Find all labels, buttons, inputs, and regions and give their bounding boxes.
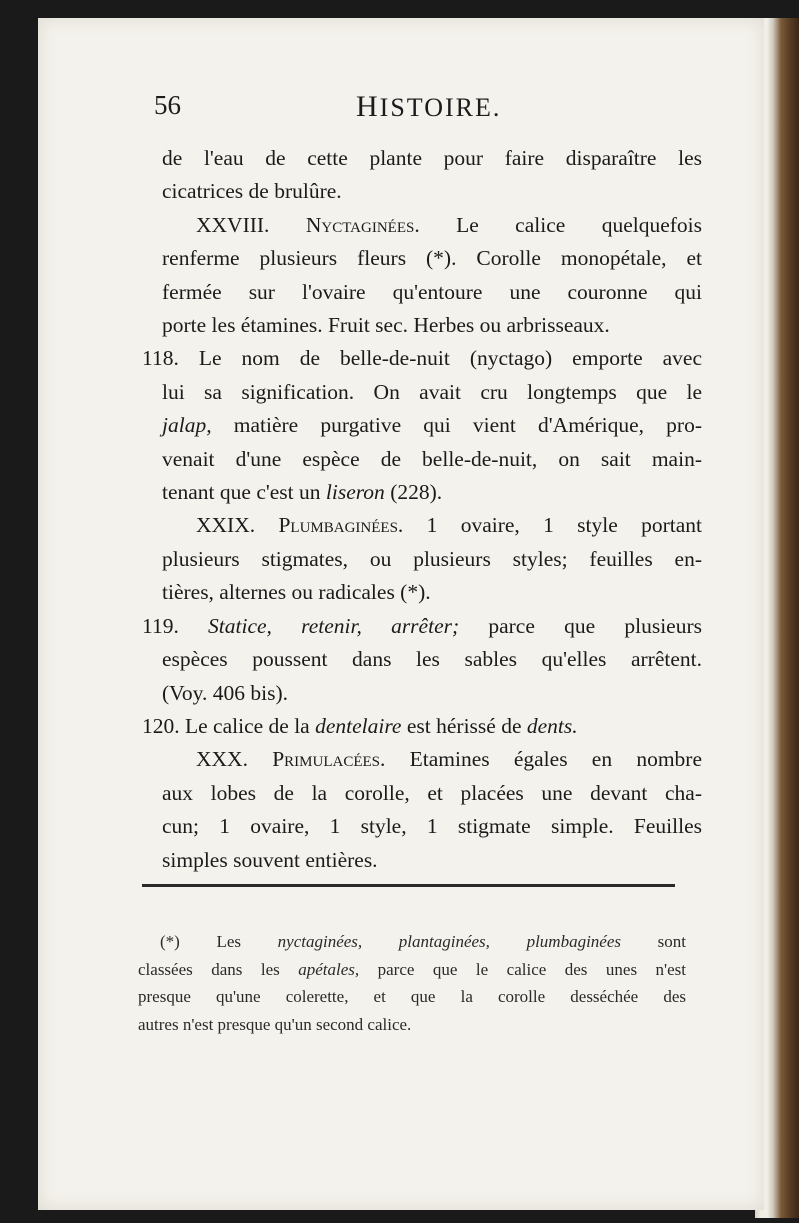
line-text: classées dans les xyxy=(138,959,299,979)
section-heading-xxix xyxy=(162,509,702,542)
line-text: matière purgative qui vient d'Amérique, pro- xyxy=(211,413,702,438)
note-number: 119. xyxy=(142,613,209,638)
line-text: fermée sur l'ovaire qu'entoure une couronne qui xyxy=(162,279,702,304)
line-text: Etamines égales en nombre xyxy=(385,747,702,772)
section-heading-xxviii xyxy=(162,209,702,242)
line-text: 120. Le calice de la xyxy=(142,713,316,738)
text-line xyxy=(162,777,702,810)
line-text: (Voy. 406 bis). xyxy=(162,680,289,705)
text-line xyxy=(162,142,702,175)
text-line xyxy=(162,309,702,342)
footnote-rule xyxy=(142,884,675,887)
footnote-line xyxy=(138,1011,686,1039)
text-line xyxy=(162,376,702,409)
note-118 xyxy=(142,342,702,375)
page-number: 56 xyxy=(154,90,181,120)
page-header xyxy=(38,90,764,130)
text-line xyxy=(162,276,702,309)
line-text: renferme plusieurs fleurs (*). Corolle monopétale, et xyxy=(162,246,702,271)
italic-term: liseron xyxy=(325,480,385,505)
book-page xyxy=(38,18,764,1210)
line-text: lui sa signification. On avait cru longtemps que le xyxy=(162,379,702,404)
line-text: presque qu'une colerette, et que la corolle desséchée des xyxy=(138,987,686,1006)
note-120 xyxy=(142,710,702,743)
footnote-line xyxy=(138,928,686,956)
running-title-rest: ISTOIRE. xyxy=(379,93,502,122)
section-heading-xxx xyxy=(162,743,702,776)
text-line xyxy=(162,409,702,442)
footnote-line xyxy=(138,983,686,1011)
line-text: 1 ovaire, 1 style portant xyxy=(403,513,702,538)
line-text: Le calice quelquefois xyxy=(419,212,703,237)
line-text: cun; 1 ovaire, 1 style, 1 stigmate simple. Feuilles xyxy=(162,814,702,839)
line-text: aux lobes de la corolle, et placées une devant cha- xyxy=(162,780,702,805)
text-line xyxy=(162,476,702,509)
footnote xyxy=(138,928,686,1038)
text-line xyxy=(162,810,702,843)
line-text: parce que le calice des unes n'est xyxy=(359,959,686,979)
text-line xyxy=(162,443,702,476)
line-text: 118. Le nom de belle-de-nuit (nyctago) emporte avec xyxy=(142,346,702,371)
section-name: Plumbaginées. xyxy=(278,513,404,538)
running-title-initial: H xyxy=(356,90,380,123)
text-line xyxy=(162,242,702,275)
section-number: XXVIII. xyxy=(196,212,270,237)
italic-term: jalap, xyxy=(162,413,212,438)
line-text: porte les étamines. Fruit sec. Herbes ou arbrisseaux. xyxy=(162,313,610,338)
line-text: plusieurs stigmates, ou plusieurs styles; feuilles en- xyxy=(162,546,702,571)
text-line xyxy=(162,543,702,576)
line-text: autres n'est presque qu'un second calice. xyxy=(138,1014,412,1034)
line-text: espèces poussent dans les sables qu'elles arrêtent. xyxy=(162,647,702,672)
line-text: cicatrices de brulûre. xyxy=(162,179,342,204)
italic-term: apétales, xyxy=(298,959,360,979)
section-number: XXX. xyxy=(196,747,248,772)
italic-term: nyctaginées, plantaginées, plumbaginées xyxy=(277,932,621,951)
line-text: (228). xyxy=(384,480,443,505)
line-text: tières, alternes ou radicales (*). xyxy=(162,580,431,605)
footnote-line xyxy=(138,956,686,984)
text-line xyxy=(162,844,702,877)
section-name: Nyctaginées. xyxy=(305,212,420,237)
italic-term: dentelaire xyxy=(315,713,402,738)
note-119 xyxy=(142,610,702,643)
body-text xyxy=(142,142,703,877)
line-text: est hérissé de xyxy=(401,713,527,738)
line-text: venait d'une espèce de belle-de-nuit, on sait main- xyxy=(162,446,702,471)
text-line xyxy=(162,576,702,609)
text-line xyxy=(162,175,702,208)
text-line xyxy=(162,643,702,676)
line-text: (*) Les xyxy=(160,932,278,951)
line-text: parce que plusieurs xyxy=(459,613,702,638)
line-text: de l'eau de cette plante pour faire disparaître les xyxy=(162,146,702,170)
italic-term: dents. xyxy=(526,713,578,738)
section-number: XXIX. xyxy=(196,513,256,538)
text-line xyxy=(162,677,702,710)
section-name: Primulacées. xyxy=(272,747,386,772)
line-text: simples souvent entières. xyxy=(162,847,378,872)
italic-term: Statice, retenir, arrêter; xyxy=(208,613,460,638)
running-title xyxy=(356,90,501,124)
line-text: sont xyxy=(621,932,686,951)
line-text: tenant que c'est un xyxy=(162,480,326,505)
